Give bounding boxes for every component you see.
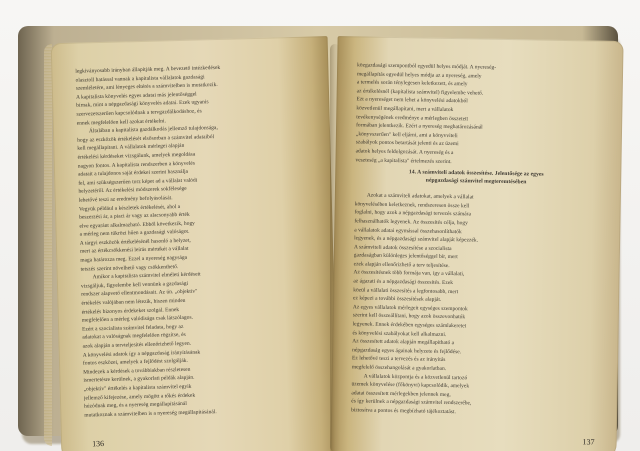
right-page [330, 36, 623, 451]
text-line: szervezetszerűen kapcsolódnak a tervgazdálkodáshoz, és [76, 108, 202, 118]
text-line: adatai összesített mérlegekben jelennek meg, [351, 390, 451, 398]
left-page [51, 36, 339, 451]
text-line: Ez lehetővé teszi a tervezés és az irányítás [351, 355, 446, 364]
text-line: ennek megfelelően kell azokat értékelni. [76, 117, 167, 127]
text-line: közgazdasági szempontból egyedül helyes módját. A nyereség- [357, 62, 497, 71]
left-page-edges [44, 44, 52, 446]
text-line: ez képezi a további összesítések alapját. [353, 295, 442, 304]
text-line: lehetővé teszi az eredmény befolyásolását. [78, 195, 173, 204]
section-heading-line: 14. A számviteli adatok összesítése. Jelentősége az egyes [408, 169, 544, 178]
text-line: hogy az eszközök értékelését elsősorban a számvitel adataiból [77, 133, 215, 144]
text-line: fontos eszközei, amelyek a fejlődést szolgálják. [82, 358, 189, 367]
text-line: a vállalatok adatai egymással összehasonlíthatók [354, 226, 462, 235]
text-line: tetszés szerint növelhető vagy csökkenthető. [80, 263, 179, 273]
text-line: üzemek könyvelése (főkönyvi) kapcsolódik, amelyek [351, 381, 470, 390]
text-line: az értékelésnél (kapitalista számvitel) figyelembe vehető. [356, 88, 484, 97]
text-line: „objektív" értékelés a kapitalista számvitel egyik [83, 383, 192, 393]
text-line: adatait a tulajdonos saját érdekei szerint használja [77, 168, 189, 178]
text-line: A vállalatok központja és a közvetlenül tartozó [363, 373, 468, 381]
text-line: adatokat a valóságnak megfelelően rögzítse, és [82, 332, 186, 341]
text-line: gazdaságban különleges jelentőséggel bír, mert [353, 252, 458, 261]
text-line: Általában a kapitalista gazdálkodás jellemző tulajdonsága, [88, 125, 218, 135]
text-line: maga határozza meg. Ezzel a nyereség nagysága [80, 254, 188, 264]
right-page-text [351, 61, 599, 428]
text-line: biztosítva a pontos és megbízható tájékoztatást. [351, 407, 456, 416]
text-line: Amikor a kapitalista számvitel elméleti kérdéseit [92, 271, 201, 281]
text-line: A kapitalista könyvelés egyes adatai más jelentőséggel [75, 91, 197, 101]
text-line: könyvelésében keletkeznek, rendszeresen össze kell [354, 201, 470, 210]
text-line: megfelelő összehangolását a gyakorlatban. [351, 364, 447, 372]
left-page-number: 136 [92, 439, 105, 449]
text-line: Vegyük például a készletek értékelését, ahol a [78, 203, 181, 213]
text-line: tevékenységének eredménye a mérlegben összetett [356, 113, 469, 122]
text-line: jellemző kifejezése, amely mögött a tőkés érdekek [83, 392, 196, 402]
text-line: adatok helyes feldolgozását. A nyereség és a [355, 148, 454, 157]
text-line: Az összesített adatok alapján megállapítható a [352, 338, 455, 347]
text-line: veszteség „a kapitalista" értelmezés szerint. [355, 156, 452, 165]
text-line: Azokat a számviteli adatokat, amelyek a vállalat [366, 192, 474, 201]
text-line: legyenek, és a népgazdasági számvitel alapját képezzék. [354, 235, 479, 244]
text-line: beszerzési ár, a piaci ár vagy az alacsonyabb érték [79, 211, 190, 221]
section-heading-line: népgazdasági számvitel megteremtésében [425, 177, 527, 186]
right-page-number: 137 [582, 437, 595, 447]
text-line: és így kerülnek a népgazdasági számvitel rendszerébe, [351, 398, 472, 407]
text-line: Az egyes vállalatok mérlegeit egységes szempontok [352, 304, 468, 313]
text-line: értékelési kérdéseket vizsgálunk, amelyek megoldása [77, 151, 196, 161]
text-line: „könyvszerűen" kell eljárni, ami a könyvviteli [355, 131, 458, 139]
book-gutter [330, 44, 340, 451]
text-line: mert az értékcsökkenési leírás mértékét a vállalat [80, 246, 189, 256]
text-line: népgazdaság egyes ágainak helyzete és fejlődése. [352, 347, 462, 356]
text-line: azok alapján a tervteljesítés ellenőrizhető legyen. [82, 340, 192, 350]
text-line: Ezt a nyereséget nem lehet a könyvelési adatokból [356, 96, 468, 105]
text-line: legkiványosabb irányban állapítják meg. A bevezető intézkedések [75, 64, 221, 75]
text-line: foglalni, hogy azok a népgazdasági tervezés számára [354, 209, 472, 218]
left-page-text [75, 62, 315, 431]
text-line: és könyvelési szabályokat kell alkalmazni. [352, 329, 447, 338]
text-line: kell megállapítani. A vállalatok mérlegei alapján [77, 143, 185, 153]
text-line: az ágazati és a népgazdasági összesítés. Ezek [353, 278, 454, 287]
text-line: olasztoll hatással vannak a kapitalista vállalatok gazdasági [75, 73, 205, 84]
text-line: legyenek. Ennek érdekében egységes számlakeretet [352, 321, 467, 330]
text-line: szerint kell összeállítani, hogy azok összevonhatók [352, 312, 466, 321]
text-line: ezek alapján ellenőrizhető a terv teljesítése. [353, 261, 450, 269]
text-line: közül a vállalati összesítés a legfontosabb, mert [353, 286, 459, 295]
text-line: nagyon fontos. A kapitalista rendszerben a könyvelés [77, 160, 196, 170]
text-line: Az összesítésnek több formája van, így a vállalati, [353, 269, 465, 278]
text-line: Mindezek a kérdések a továbbiakban részletesen [83, 366, 191, 376]
text-line: vizsgáljuk, figyelembe kell vennünk a gazdasági [80, 280, 189, 290]
text-line: megfelelően a mérleg valódisága csak látszólagos. [81, 314, 194, 324]
text-line: fel, ami szükségszerűen torz képet ad a vállalat valódi [78, 177, 198, 187]
book-cover [18, 26, 618, 449]
text-line: a mérleg nem tükrözi hűen a gazdasági valóságot. [79, 229, 190, 238]
text-line: bírnak, mint a népgazdasági könyvelés adatai. Ezek ugyanis [76, 99, 209, 110]
text-line: ismertetésre kerülnek, a gyakorlati példák alapján. [83, 375, 195, 384]
text-line: megállapítás egyedül helyes módja az a nyereség, amely [356, 70, 482, 80]
text-line: értékelés valójában nem létezik, hiszen minden [81, 297, 186, 307]
text-line: formában jelentkezik. Ezért a nyereség meghatározásánál [356, 122, 483, 131]
text-line: elve egyaránt alkalmazható. Ebből következik, hogy [79, 220, 195, 230]
text-line: közvetlenül megállapítani, mert a vállalatok [356, 105, 454, 114]
text-line: rendszer alapvető ellentmondásait. Az ún. „objektív" [81, 289, 198, 299]
text-line: szemléletére, ami lényeges eltérés a számvitelben is mutatkozik. [75, 82, 218, 92]
text-line: A számviteli adatok összesítése a szocialista [353, 244, 452, 252]
text-line: A könyvelési adatok így a népgazdaság irányításának [82, 349, 201, 359]
text-line: Ezért a szocialista számvitel feladata, hogy az [82, 323, 184, 333]
text-line: felhasználhatók legyenek. Az összesítés célja, hogy [354, 218, 468, 227]
section-heading [355, 167, 597, 187]
text-line: helyzetéről. Az értékelési módszerek sokfélesége [78, 186, 187, 195]
text-line: A tárgyi eszközök értékelésénél hasonló a helyzet, [79, 237, 191, 247]
text-line: mutatkoznak a számvitelben is a nyereség megállapításánál. [84, 408, 217, 419]
text-line: húzódnak meg, és a nyereség megállapításánál [84, 401, 187, 410]
text-line: a termelés során ténylegesen keletkezett, és amely [356, 79, 468, 88]
text-line: szabályok pontos betartását jelenti és az üzemi [355, 139, 459, 148]
text-line: értékelés bizonyos érdekeket szolgál. Ennek [81, 306, 180, 316]
